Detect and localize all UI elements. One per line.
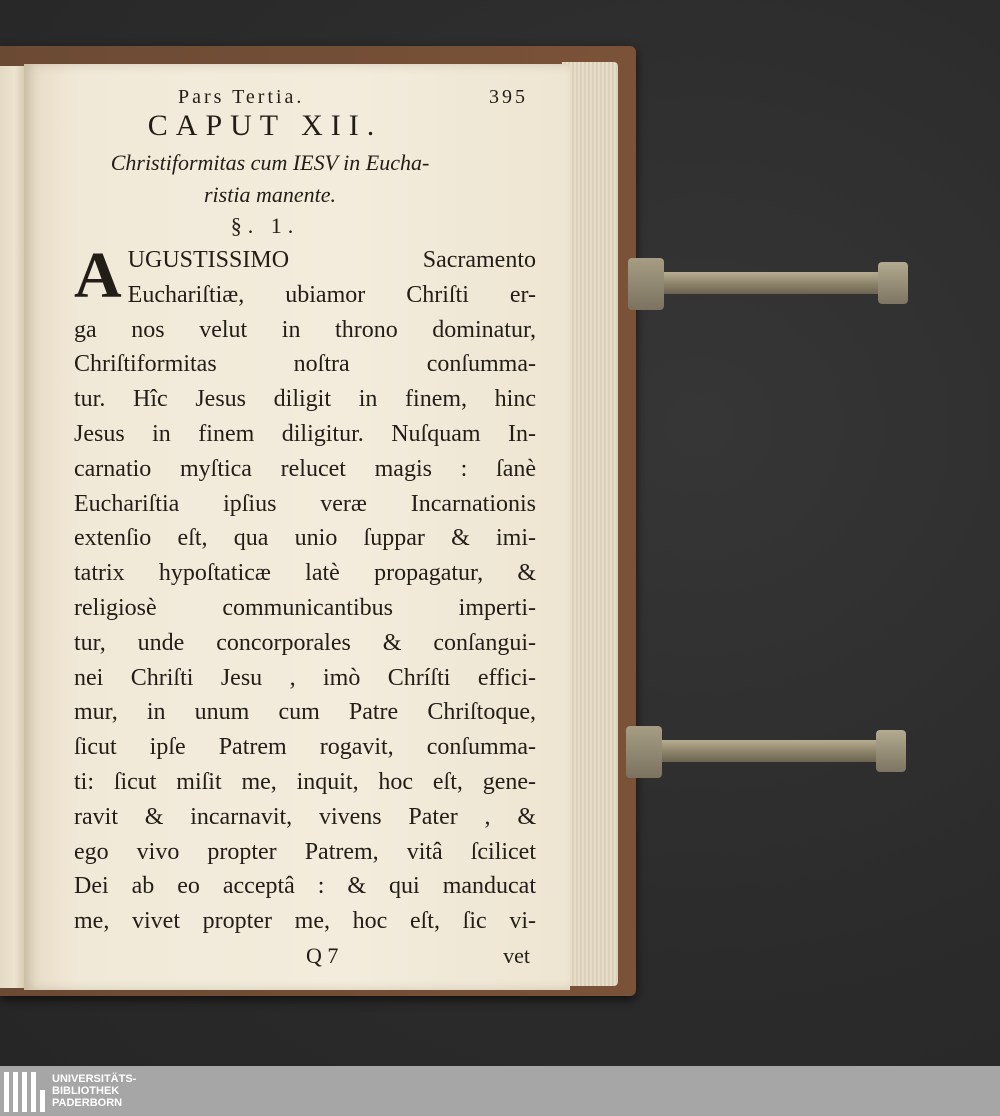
- text-line: Chriſtiformitas noſtra conſumma-: [74, 351, 536, 378]
- text-line: mur, in unum cum Patre Chriſtoque,: [74, 699, 536, 726]
- text-line: tur, unde concorporales & conſangui-: [74, 629, 536, 656]
- drop-cap: A: [74, 239, 122, 312]
- clasp-end: [878, 262, 908, 304]
- text-line: extenſio eſt, qua unio ſuppar & imi-: [74, 525, 536, 552]
- chapter-title: [74, 147, 536, 211]
- chapter-title-line: Christiformitas cum IESV in Eucha-: [110, 150, 430, 175]
- page-number: 395: [489, 86, 528, 108]
- running-head: [74, 86, 536, 109]
- text-line: Dei ab eo acceptâ : & qui manducat: [74, 873, 536, 900]
- library-logo-text: [52, 1073, 136, 1109]
- signature-mark: Q 7: [306, 942, 339, 968]
- text-line: UGUSTISSIMO Sacramento: [127, 247, 536, 273]
- text-line: ravit & incarnavit, vivens Pater , &: [74, 803, 536, 830]
- text-line: Euchariſtiæ, ubiamor Chriſti er-: [127, 281, 536, 308]
- logo-line: UNIVERSITÄTS-: [52, 1073, 137, 1085]
- left-page-edge: [0, 66, 24, 988]
- running-head-title: Pars Tertia.: [178, 86, 305, 108]
- logo-line: BIBLIOTHEK: [52, 1085, 120, 1097]
- clasp-hinge: [626, 726, 662, 778]
- chapter-title-line: ristia manente.: [204, 182, 336, 207]
- library-logo: [0, 1068, 136, 1114]
- lower-clasp: [626, 726, 910, 798]
- text-line: Euchariſtia ipſius veræ Incarnationis: [74, 490, 536, 517]
- library-logo-icon: [0, 1068, 48, 1114]
- text-line: nei Chriſti Jesu , imò Chríſti effici-: [74, 664, 536, 691]
- clasp-bar: [656, 740, 886, 762]
- body-text: [74, 239, 536, 939]
- text-line: religiosè communicantibus imperti-: [74, 594, 536, 621]
- text-line: ego vivo propter Patrem, vitâ ſcilicet: [74, 838, 536, 865]
- text-line: carnatio myſtica relucet magis : ſanè: [74, 455, 536, 482]
- text-line: me, vivet propter me, hoc eſt, ſic vi-: [74, 908, 536, 935]
- page-footer: [74, 943, 536, 969]
- catchword: vet: [503, 942, 530, 968]
- section-mark: §. 1.: [230, 213, 300, 238]
- clasp-bar: [658, 272, 888, 294]
- text-line: tatrix hypoſtaticæ latè propagatur, &: [74, 560, 536, 587]
- text-line: ſicut ipſe Patrem rogavit, conſumma-: [74, 734, 536, 761]
- page-text-block: [74, 86, 536, 969]
- text-line: ga nos velut in throno dominatur,: [74, 316, 536, 343]
- chapter-heading: CAPUT XII.: [147, 109, 383, 142]
- clasp-hinge: [628, 258, 664, 310]
- book-page: [24, 64, 570, 990]
- text-line: ti: ſicut miſit me, inquit, hoc eſt, gene-: [74, 768, 536, 795]
- upper-clasp: [628, 258, 912, 330]
- text-line: Jesus in finem diligitur. Nuſquam In-: [74, 420, 536, 447]
- text-line: tur. Hîc Jesus diligit in finem, hinc: [74, 386, 536, 413]
- logo-line: PADERBORN: [52, 1097, 123, 1109]
- page-edges: [562, 62, 618, 986]
- library-footer-bar: [0, 1066, 1000, 1116]
- clasp-end: [876, 730, 906, 772]
